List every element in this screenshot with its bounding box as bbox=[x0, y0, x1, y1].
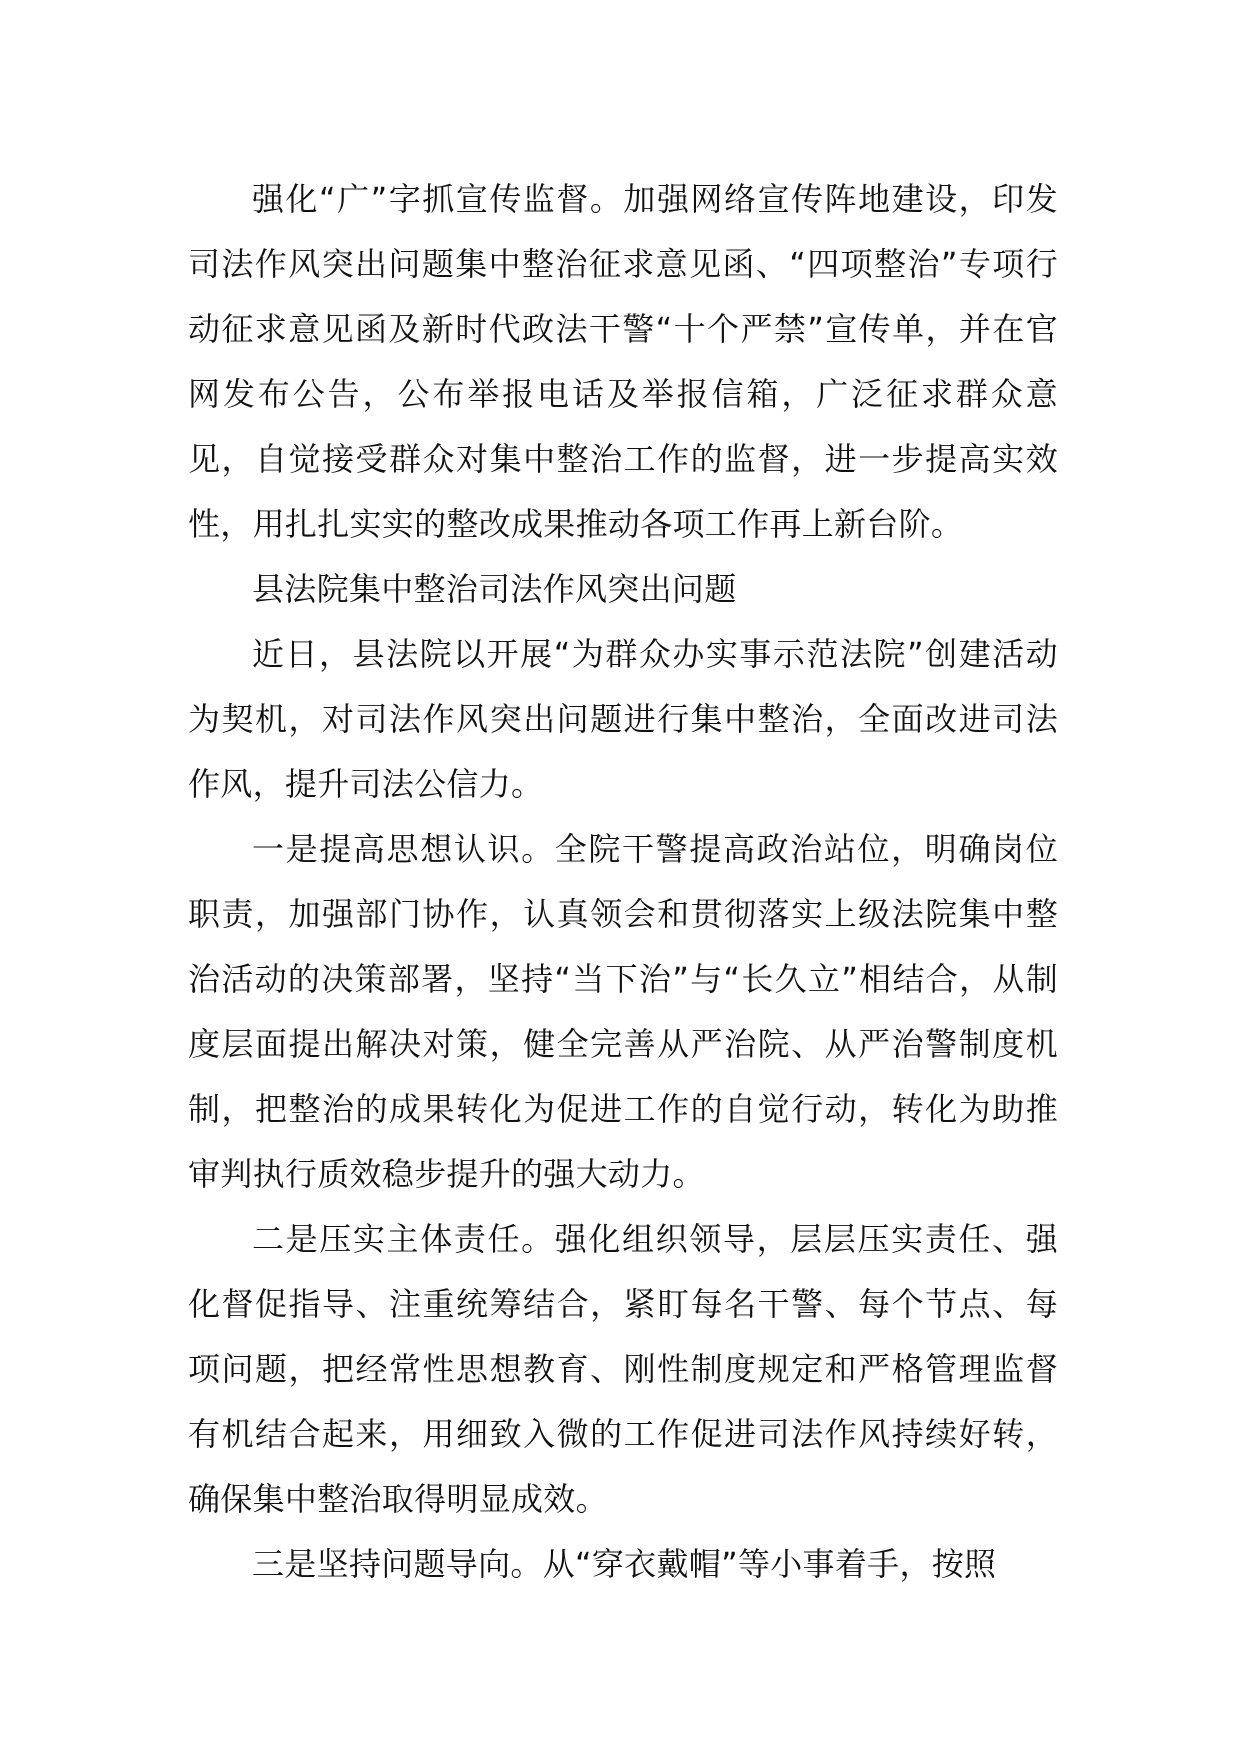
paragraph-publicity-supervision: 强化“广”字抓宣传监督。加强网络宣传阵地建设，印发司法作风突出问题集中整治征求意见函、“四项整治”专项行动征求意见函及新时代政法干警“十个严禁”宣传单，并在官网发布公告，公布举报电话及举报信箱，广泛征求群众意见，自觉接受群众对集中整治工作的监督，进一步提高实效性，用扎扎实实的整改成果推动各项工作再上新台阶。 bbox=[188, 180, 1058, 543]
document-body bbox=[188, 167, 1058, 1597]
paragraph-point-two: 二是压实主体责任。强化组织领导，层层压实责任、强化督促指导、注重统筹结合，紧盯每名干警、每个节点、每项问题，把经常性思想教育、刚性制度规定和严格管理监督有机结合起来，用细致入微的工作促进司法作风持续好转，确保集中整治取得明显成效。 bbox=[188, 1220, 1058, 1518]
paragraph-point-one: 一是提高思想认识。全院干警提高政治站位，明确岗位职责，加强部门协作，认真领会和贯彻落实上级法院集中整治活动的决策部署，坚持“当下治”与“长久立”相结合，从制度层面提出解决对策，健全完善从严治院、从严治警制度机制，把整治的成果转化为促进工作的自觉行动，转化为助推审判执行质效稳步提升的强大动力。 bbox=[188, 830, 1058, 1193]
paragraph-point-three: 三是坚持问题导向。从“穿衣戴帽”等小事着手，按照 bbox=[252, 1545, 997, 1583]
paragraph-intro: 近日，县法院以开展“为群众办实事示范法院”创建活动为契机，对司法作风突出问题进行集中整治，全面改进司法作风，提升司法公信力。 bbox=[188, 635, 1058, 803]
article-heading: 县法院集中整治司法作风突出问题 bbox=[252, 570, 737, 608]
